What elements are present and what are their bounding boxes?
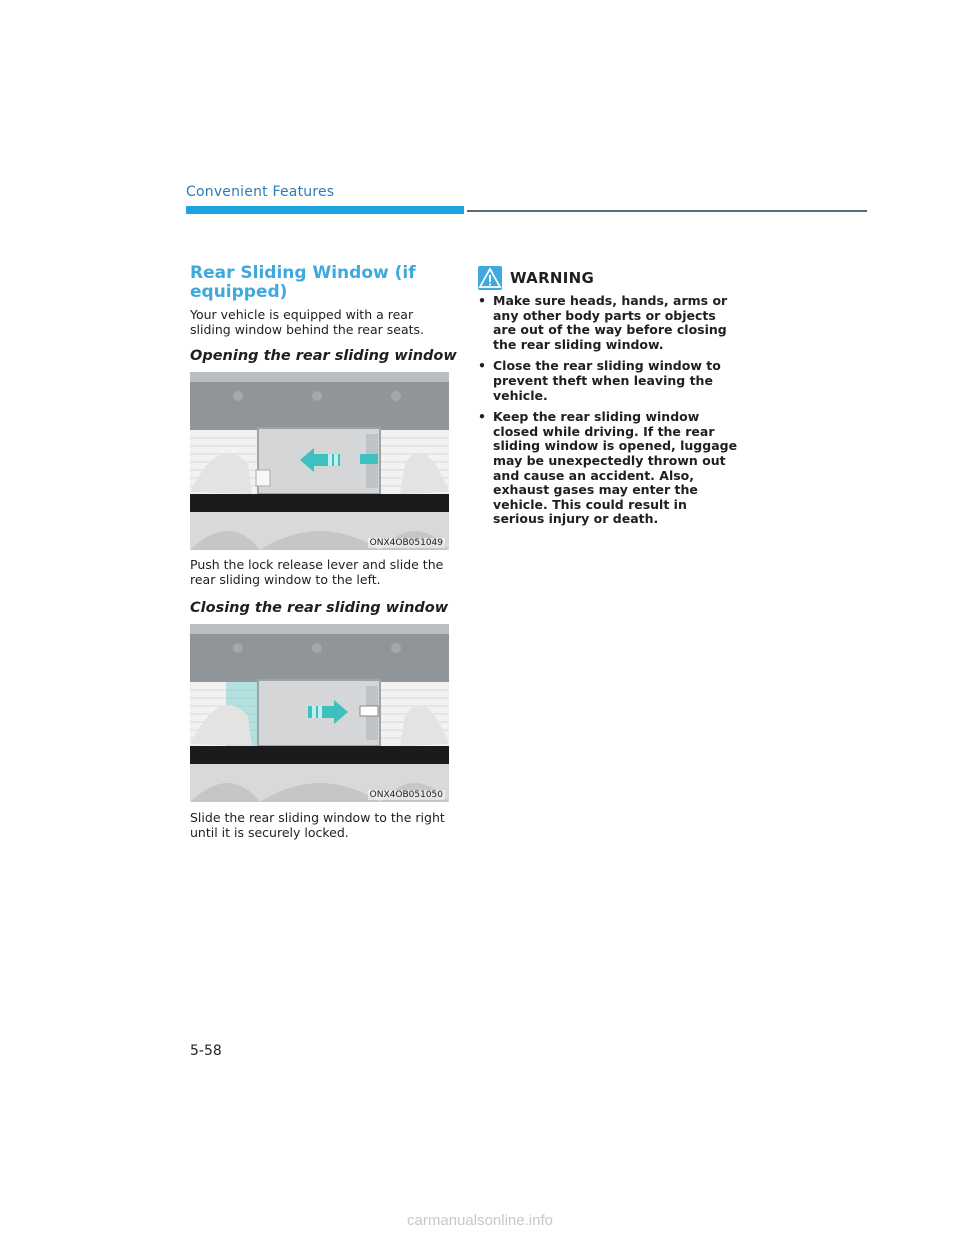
opening-illustration	[190, 372, 449, 550]
running-header: Convenient Features	[186, 184, 335, 200]
warning-item: • Make sure heads, hands, arms or any other body parts or objects are out of the way before closing the rear sliding window.	[478, 293, 728, 352]
warning-triangle-icon	[478, 266, 502, 290]
header-accent-rule	[186, 206, 464, 214]
opening-caption: Push the lock release lever and slide the rear sliding window to the left.	[190, 557, 444, 587]
section-intro: Your vehicle is equipped with a rear sliding window behind the rear seats.	[190, 307, 425, 337]
warning-list	[478, 294, 740, 534]
warning-item: • Close the rear sliding window to prevent theft when leaving the vehicle.	[478, 358, 721, 403]
section-title: Rear Sliding Window (if equipped)	[190, 263, 416, 302]
opening-title: Opening the rear sliding window	[190, 348, 457, 364]
header-rule	[467, 210, 867, 212]
figure-code: ONX4OB051049	[369, 538, 443, 548]
closing-title: Closing the rear sliding window	[190, 600, 449, 616]
opening-window-image	[190, 372, 449, 550]
warning-heading	[478, 266, 594, 290]
closing-illustration	[190, 624, 449, 802]
closing-window-image	[190, 624, 449, 802]
warning-label: WARNING	[510, 269, 595, 287]
closing-caption: Slide the rear sliding window to the right until it is securely locked.	[190, 810, 445, 840]
figure-code: ONX4OB051050	[369, 790, 443, 800]
watermark: carmanualsonline.info	[407, 1212, 553, 1229]
warning-item: • Keep the rear sliding window closed while driving. If the rear sliding window is opened, luggage may be unexpectedly thrown out and cause an accident. Also, exhaust gases may enter the vehicle. This could result in serious injury or death.	[478, 409, 738, 527]
page-number: 5-58	[190, 1043, 222, 1059]
